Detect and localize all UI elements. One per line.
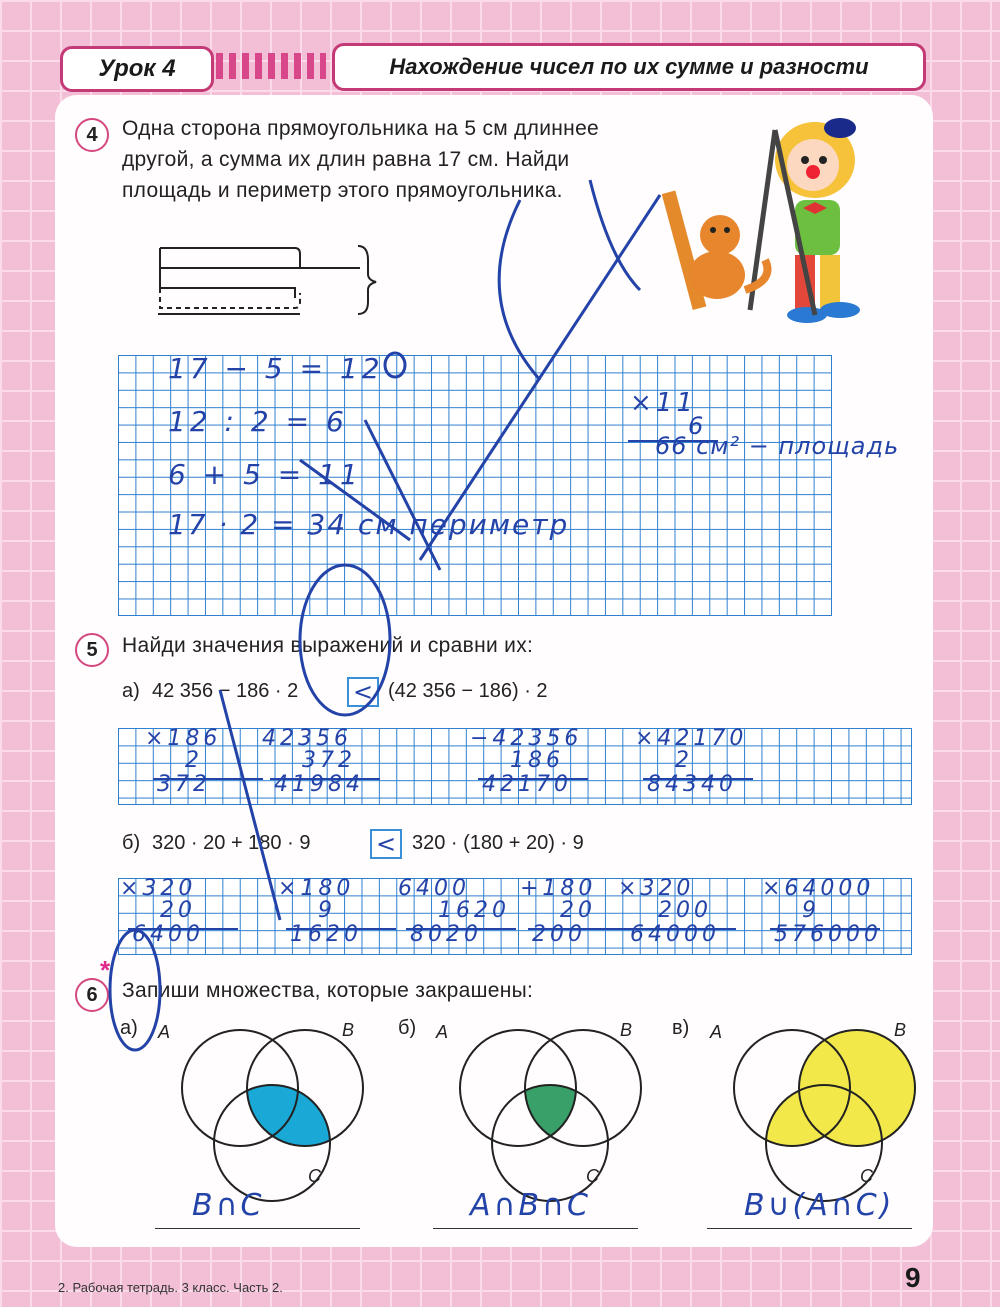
- task5a-right: (42 356 − 186) · 2: [388, 680, 548, 702]
- task5-prompt: Найди значения выражений и сравни их:: [122, 634, 534, 657]
- task5a-left: 42 356 − 186 · 2: [152, 680, 299, 702]
- calc-result: 1620: [290, 922, 362, 947]
- task6-number: 6: [75, 978, 109, 1012]
- footer-text: 2. Рабочая тетрадь. 3 класс. Часть 2.: [58, 1280, 283, 1295]
- venn-label-a: A: [158, 1022, 171, 1042]
- calc-middle: 2: [185, 748, 203, 773]
- task4-line-2: другой, а сумма их длин равна 17 см. Найди: [122, 148, 570, 171]
- venn-label-b: B: [894, 1020, 907, 1040]
- calc-top: ×42170: [635, 726, 748, 751]
- calc-top: ×320: [618, 876, 695, 901]
- calc-result: 84340: [647, 772, 737, 797]
- task5a-sign-box[interactable]: <: [347, 677, 379, 707]
- task5b-left: 320 · 20 + 180 · 9: [152, 832, 311, 854]
- task5b-right: 320 · (180 + 20) · 9: [412, 832, 584, 854]
- task5b-sign-box[interactable]: <: [370, 829, 402, 859]
- venn-answer: B∩C: [192, 1188, 265, 1223]
- calc-middle: 2: [675, 748, 693, 773]
- calc-top: −42356: [470, 726, 583, 751]
- task4-line-3: площадь и периметр этого прямоугольника.: [122, 179, 563, 202]
- calc-top: ×180: [278, 876, 355, 901]
- venn-label-b: B: [342, 1020, 355, 1040]
- venn-answer: B∪(A∩C): [744, 1188, 895, 1223]
- calc-middle: 1620: [438, 898, 510, 923]
- task4-number: 4: [75, 118, 109, 152]
- calc-top: ×320: [120, 876, 197, 901]
- calc-result: 41984: [274, 772, 364, 797]
- calc-middle: 20: [560, 898, 596, 923]
- venn-label-c: C: [308, 1166, 321, 1186]
- calc-middle: 20: [160, 898, 196, 923]
- task4-work-2: 12 : 2 = 6: [168, 405, 348, 438]
- calc-top: 42356: [262, 726, 352, 751]
- task5b-prefix: б): [122, 832, 141, 854]
- calc-middle: 9: [802, 898, 820, 923]
- venn-prefix: в): [672, 1017, 690, 1039]
- venn-label-c: C: [860, 1166, 873, 1186]
- calc-top: ×186: [145, 726, 222, 751]
- lesson-label: Урок 4: [60, 46, 214, 92]
- calc-result: 200: [532, 922, 586, 947]
- calc-middle: 9: [318, 898, 336, 923]
- venn-label-c: C: [586, 1166, 599, 1186]
- calc-top: ×64000: [762, 876, 875, 901]
- task4-work-1: 17 − 5 = 12: [168, 352, 384, 385]
- task6-star: *: [100, 955, 111, 985]
- calc-middle: 186: [510, 748, 564, 773]
- calc-middle: 200: [658, 898, 712, 923]
- task4-line-1: Одна сторона прямоугольника на 5 см длиннее: [122, 117, 600, 140]
- venn-prefix: б): [398, 1017, 417, 1039]
- task5-number: 5: [75, 633, 109, 667]
- calc-top: 6400: [398, 876, 470, 901]
- calc-result: 42170: [482, 772, 572, 797]
- venn-label-a: A: [436, 1022, 449, 1042]
- calc-result: 6400: [132, 922, 204, 947]
- venn-answer: A∩B∩C: [470, 1188, 591, 1223]
- venn-label-b: B: [620, 1020, 633, 1040]
- task5a-prefix: а): [122, 680, 140, 702]
- calc-top: +180: [520, 876, 597, 901]
- calc-result: 8020: [410, 922, 482, 947]
- task4-work-3: 6 + 5 = 11: [168, 458, 362, 491]
- page-title: Нахождение чисел по их сумме и разности: [332, 43, 926, 91]
- task4-work-4: 17 · 2 = 34 см периметр: [168, 508, 570, 541]
- venn-prefix: а): [120, 1017, 138, 1039]
- calc-middle: 372: [302, 748, 356, 773]
- page-number: 9: [905, 1262, 921, 1293]
- task4-mult-top: ×11: [630, 388, 697, 418]
- task4-mult-bottom: 6: [688, 412, 708, 440]
- calc-result: 372: [157, 772, 211, 797]
- task6-prompt: Запиши множества, которые закрашены:: [122, 979, 534, 1002]
- task4-mult-result: 66 см² − площадь: [655, 432, 900, 460]
- calc-result: 64000: [630, 922, 720, 947]
- venn-label-a: A: [710, 1022, 723, 1042]
- calc-result: 576000: [774, 922, 882, 947]
